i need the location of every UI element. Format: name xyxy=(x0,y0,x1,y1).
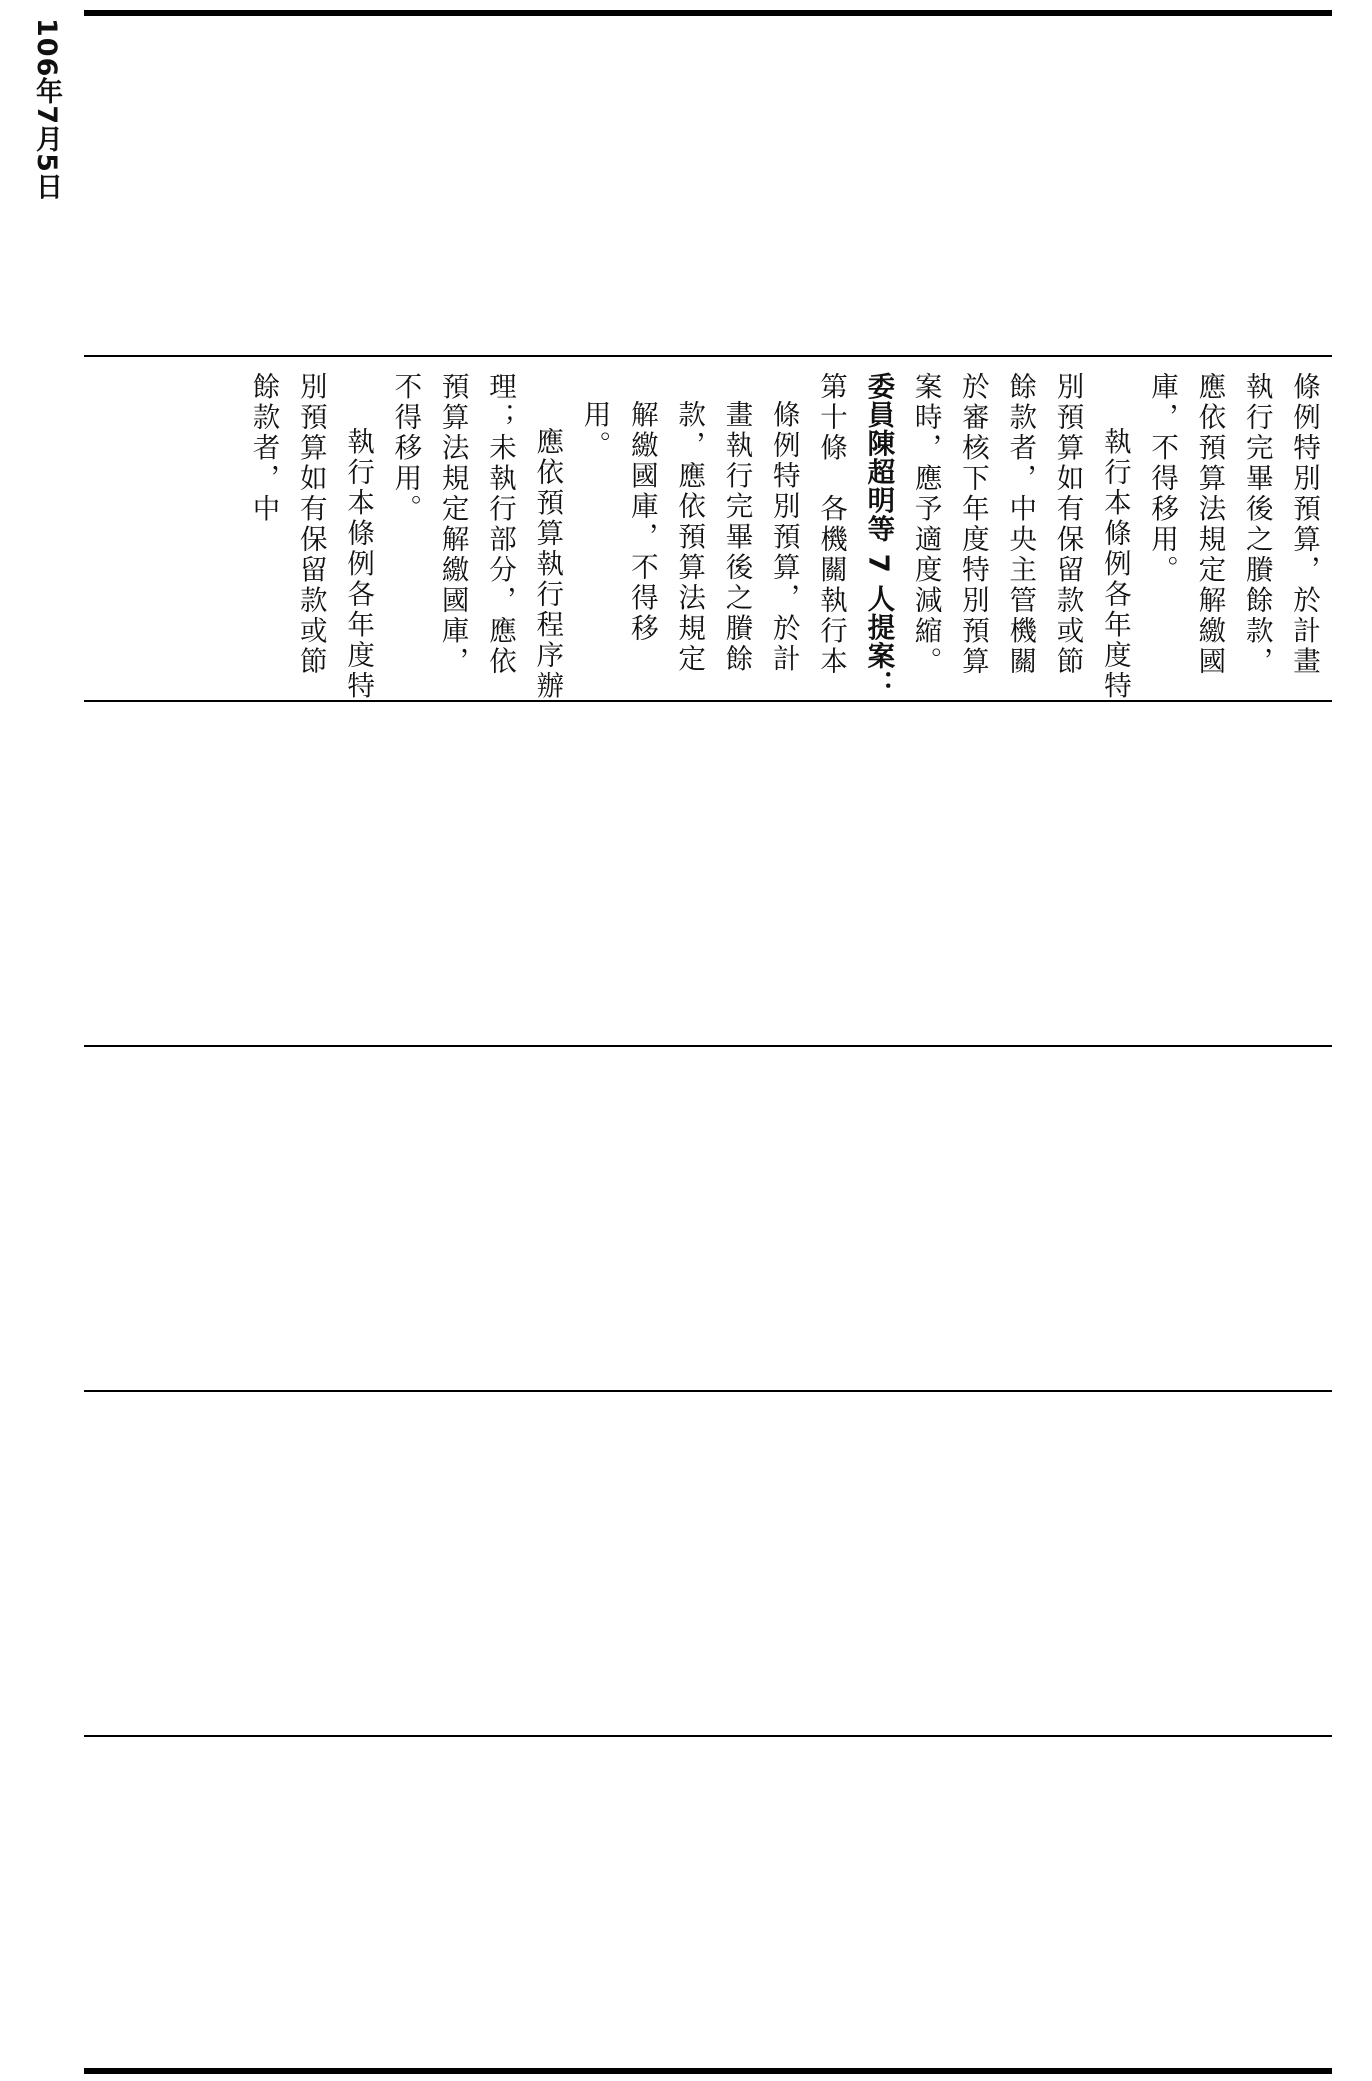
article-number: 第十條 xyxy=(815,372,848,464)
paragraph: 應依預算執行程序辦理；未執行部分，應依預算法規定解繳國庫，不得移用。 xyxy=(389,372,564,702)
top-rule xyxy=(84,10,1332,16)
comparison-text-cell xyxy=(84,372,1327,702)
proposal-heading: 委員陳超明等 7 人提案： xyxy=(862,372,895,699)
article-text: 各機關執行本條例特別預算，於計畫執行完畢後之賸餘款，應依預算法規定解繳國庫，不得移用。 xyxy=(578,399,848,677)
row-divider xyxy=(84,355,1332,357)
row-divider xyxy=(84,1735,1332,1737)
row-divider xyxy=(84,1390,1332,1392)
paragraph: 條例特別預算，於計畫執行完畢後之賸餘款，應依預算法規定解繳國庫，不得移用。 xyxy=(1146,372,1320,677)
paragraph: 執行本條例各年度特別預算如有保留款或節餘款者，中 xyxy=(247,372,375,702)
article-paragraph xyxy=(570,372,854,702)
bottom-rule xyxy=(84,2068,1332,2074)
document-date: 106年7月5日 xyxy=(31,18,62,201)
paragraph: 執行本條例各年度特別預算如有保留款或節餘款者，中央主管機關於審核下年度特別預算案時，應予適度減縮。 xyxy=(909,372,1131,702)
row-divider xyxy=(84,1045,1332,1047)
